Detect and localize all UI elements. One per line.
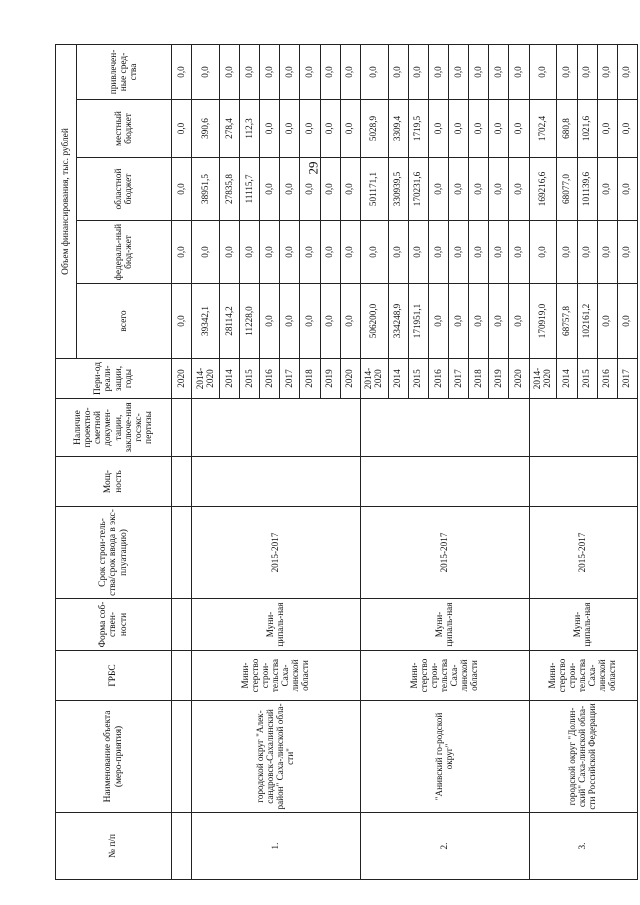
cell-regional: 0,0 [320,158,340,221]
cell-federal: 0,0 [449,221,469,284]
header-federal: федераль-ный бюд-жет [77,221,172,284]
cell-federal: 0,0 [617,221,637,284]
header-name: Наименование объекта (меро-приятия) [56,701,172,813]
cell-total: 0,0 [172,284,192,359]
capacity-cell [529,457,637,507]
cell-attracted: 0,0 [360,44,388,99]
cell-regional: 27835,8 [220,158,240,221]
cell-period: 2015 [240,359,260,399]
cell-local: 0,0 [617,100,637,158]
cell-local: 0,0 [340,100,360,158]
cell-regional: 38951,5 [192,158,220,221]
cell-period: 2019 [320,359,340,399]
cell-period: 2014 [220,359,240,399]
cell-attracted: 0,0 [577,44,597,99]
ownership-form: Муни-ципаль-ная [192,599,361,651]
cell-federal: 0,0 [557,221,577,284]
cell-period: 2020 [172,359,192,399]
construction-term: 2015-2017 [360,507,529,599]
empty-cell [172,599,192,651]
cell-attracted: 0,0 [300,44,320,99]
cell-federal: 0,0 [509,221,529,284]
object-name: "Анивский го-родской округ" [360,701,529,813]
cell-federal: 0,0 [360,221,388,284]
cell-period: 2015 [408,359,428,399]
cell-period: 2018 [300,359,320,399]
cell-attracted: 0,0 [509,44,529,99]
cell-regional: 169216,6 [529,158,557,221]
table-body [172,44,638,879]
cell-local: 0,0 [449,100,469,158]
cell-total: 0,0 [260,284,280,359]
cell-federal: 0,0 [489,221,509,284]
cell-regional: 68077,0 [557,158,577,221]
cell-federal: 0,0 [597,221,617,284]
header-form: Форма соб-ствен-ности [56,599,172,651]
cell-total: 11228,0 [240,284,260,359]
rotated-table-wrapper [55,45,638,880]
cell-period: 2019 [489,359,509,399]
cell-federal: 0,0 [408,221,428,284]
empty-cell [172,399,192,457]
empty-cell [172,651,192,701]
cell-total: 102161,2 [577,284,597,359]
cell-total: 28114,2 [220,284,240,359]
cell-period: 2014 [388,359,408,399]
capacity-cell [360,457,529,507]
cell-total: 170919,0 [529,284,557,359]
table-row [360,44,388,879]
cell-attracted: 0,0 [529,44,557,99]
cell-period: 2014-2020 [360,359,388,399]
cell-local: 390,6 [192,100,220,158]
cell-regional: 330939,5 [388,158,408,221]
cell-attracted: 0,0 [240,44,260,99]
design-docs-cell [192,399,361,457]
cell-local: 0,0 [172,100,192,158]
cell-attracted: 0,0 [172,44,192,99]
cell-attracted: 0,0 [220,44,240,99]
cell-regional: 0,0 [428,158,448,221]
cell-total: 171951,1 [408,284,428,359]
cell-attracted: 0,0 [557,44,577,99]
cell-local: 0,0 [489,100,509,158]
cell-attracted: 0,0 [449,44,469,99]
cell-regional: 0,0 [280,158,300,221]
object-name: городской округ "Долин-ский" Саха-линской обла-сти Российской Федерации [529,701,637,813]
table-row [529,44,557,879]
cell-total: 0,0 [428,284,448,359]
cell-period: 2014 [557,359,577,399]
empty-cell [172,507,192,599]
cell-regional: 170231,6 [408,158,428,221]
cell-period: 2017 [280,359,300,399]
cell-federal: 0,0 [428,221,448,284]
cell-attracted: 0,0 [428,44,448,99]
capacity-cell [192,457,361,507]
cell-federal: 0,0 [192,221,220,284]
cell-local: 1021,6 [577,100,597,158]
cell-total: 0,0 [509,284,529,359]
cell-regional: 0,0 [489,158,509,221]
cell-regional: 11115,7 [240,158,260,221]
cell-total: 0,0 [597,284,617,359]
cell-period: 2014-2020 [529,359,557,399]
cell-local: 5028,9 [360,100,388,158]
row-number: 1. [192,813,361,880]
cell-local: 0,0 [300,100,320,158]
funding-table [55,44,638,880]
cell-local: 0,0 [428,100,448,158]
cell-total: 334248,9 [388,284,408,359]
cell-period: 2016 [428,359,448,399]
cell-regional: 0,0 [597,158,617,221]
cell-federal: 0,0 [529,221,557,284]
cell-period: 2014-2020 [192,359,220,399]
cell-attracted: 0,0 [280,44,300,99]
cell-regional: 101139,6 [577,158,597,221]
cell-attracted: 0,0 [388,44,408,99]
row-number: 2. [360,813,529,880]
cell-period: 2016 [260,359,280,399]
cell-period: 2020 [509,359,529,399]
cell-total: 0,0 [340,284,360,359]
cell-total: 39342,1 [192,284,220,359]
cell-period: 2018 [469,359,489,399]
empty-cell [172,813,192,880]
cell-period: 2017 [617,359,637,399]
header-funding: Объем финансирования, тыс. рублей [56,44,77,358]
header-period: Пери-од реали-зации, годы [56,359,172,399]
cell-attracted: 0,0 [192,44,220,99]
page-number: 29 [305,161,321,175]
header-num: № п/п [56,813,172,880]
cell-regional: 0,0 [340,158,360,221]
cell-total: 506200,0 [360,284,388,359]
header-regional: областной бюджет [77,158,172,221]
cell-federal: 0,0 [340,221,360,284]
cell-federal: 0,0 [388,221,408,284]
row-number: 3. [529,813,637,880]
cell-federal: 0,0 [320,221,340,284]
cell-attracted: 0,0 [340,44,360,99]
cell-attracted: 0,0 [320,44,340,99]
cell-local: 0,0 [280,100,300,158]
ownership-form: Муни-ципаль-ная [360,599,529,651]
cell-regional: 0,0 [509,158,529,221]
ownership-form: Муни-ципаль-ная [529,599,637,651]
design-docs-cell [360,399,529,457]
grbs-name: Мини-стерство строи-тельства Саха-линской области [192,651,361,701]
cell-regional: 0,0 [469,158,489,221]
header-power: Мощ-ность [56,457,172,507]
cell-regional: 0,0 [300,158,320,221]
grbs-name: Мини-стерство строи-тельства Саха-линской области [360,651,529,701]
cell-regional: 0,0 [172,158,192,221]
cell-period: 2015 [577,359,597,399]
construction-term: 2015-2017 [192,507,361,599]
table-row [172,44,192,879]
cell-local: 3309,4 [388,100,408,158]
cell-total: 0,0 [300,284,320,359]
cell-local: 112,3 [240,100,260,158]
cell-total: 0,0 [449,284,469,359]
construction-term: 2015-2017 [529,507,637,599]
cell-period: 2020 [340,359,360,399]
cell-regional: 501171,1 [360,158,388,221]
cell-local: 278,4 [220,100,240,158]
cell-federal: 0,0 [240,221,260,284]
cell-total: 0,0 [489,284,509,359]
cell-local: 0,0 [469,100,489,158]
header-attracted: привлечен-ные сред-ства [77,44,172,99]
header-total: всего [77,284,172,359]
cell-regional: 0,0 [617,158,637,221]
cell-total: 0,0 [280,284,300,359]
cell-local: 680,8 [557,100,577,158]
cell-period: 2016 [597,359,617,399]
cell-attracted: 0,0 [617,44,637,99]
grbs-name: Мини-стерство строи-тельства Саха-линской области [529,651,637,701]
cell-regional: 0,0 [449,158,469,221]
cell-total: 0,0 [320,284,340,359]
cell-federal: 0,0 [220,221,240,284]
cell-total: 0,0 [469,284,489,359]
header-term: Срок строи-тель-ства/срок ввода в экс-плуатацию) [56,507,172,599]
cell-local: 0,0 [260,100,280,158]
cell-local: 1719,5 [408,100,428,158]
table-row [192,44,220,879]
cell-local: 0,0 [597,100,617,158]
cell-local: 0,0 [320,100,340,158]
cell-local: 0,0 [509,100,529,158]
cell-regional: 0,0 [260,158,280,221]
cell-total: 68757,8 [557,284,577,359]
cell-attracted: 0,0 [260,44,280,99]
object-name: городской округ "Алек-сандровск-Сахалинский район" Саха-линской обла-сти" [192,701,361,813]
cell-federal: 0,0 [260,221,280,284]
cell-federal: 0,0 [172,221,192,284]
cell-federal: 0,0 [577,221,597,284]
header-local: местный бюджет [77,100,172,158]
cell-attracted: 0,0 [489,44,509,99]
cell-local: 1702,4 [529,100,557,158]
design-docs-cell [529,399,637,457]
empty-cell [172,701,192,813]
cell-federal: 0,0 [300,221,320,284]
empty-cell [172,457,192,507]
cell-attracted: 0,0 [408,44,428,99]
cell-attracted: 0,0 [469,44,489,99]
cell-period: 2017 [449,359,469,399]
cell-federal: 0,0 [280,221,300,284]
header-grbs: ГРБС [56,651,172,701]
cell-federal: 0,0 [469,221,489,284]
cell-attracted: 0,0 [597,44,617,99]
header-design: Наличие проектно-сметной докумен-тации, заключе-ния госэкс-пертизы [56,399,172,457]
cell-total: 0,0 [617,284,637,359]
